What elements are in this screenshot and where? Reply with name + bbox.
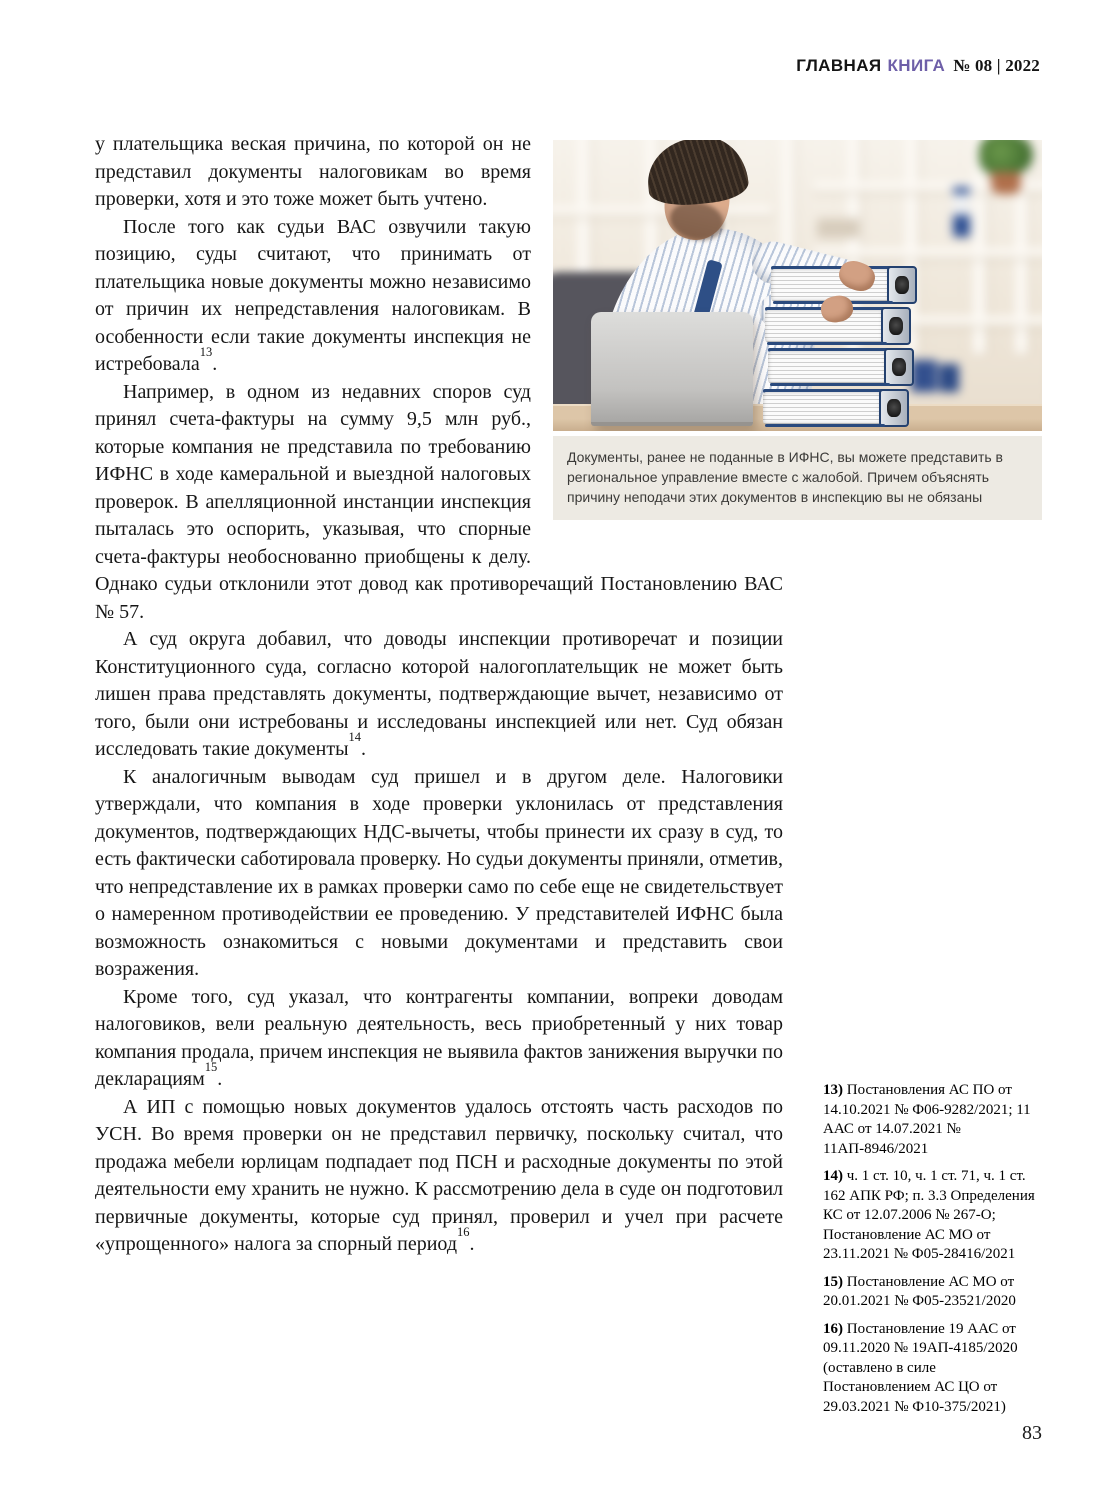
footnote: 14) ч. 1 ст. 10, ч. 1 ст. 71, ч. 1 ст. 162 АПК РФ; п. 3.3 Определения КС от 12.07.2006 № 267-О; Постановление АС МО от 23.11.2021 № Ф05-28416/2021 xyxy=(823,1168,1035,1262)
shelf-board xyxy=(813,248,1042,257)
binder-stack xyxy=(765,266,913,431)
paragraph: Кроме того, суд указал, что контрагенты компании, вопреки доводам налоговиков, вели реальную деятельность, весь приобретенный у них товар компания продала, причем инспекция не выявила фактов занижения выручки по декларациям$^{15}$. xyxy=(95,985,783,1090)
magazine-title-black: ГЛАВНАЯ xyxy=(796,56,882,75)
footnote-reference: 16 xyxy=(457,1225,470,1240)
footnote-number: 16) xyxy=(823,1320,847,1337)
footnotes-column xyxy=(823,1081,1044,1425)
magazine-title-purple: КНИГА xyxy=(887,56,946,75)
document-binder xyxy=(763,389,909,427)
document-binder xyxy=(768,348,914,386)
laptop xyxy=(591,312,753,426)
footnote-number: 14) xyxy=(823,1168,847,1184)
paragraph: К аналогичным выводам суд пришел и в другом деле. Налоговики утверждали, что компания в ходе проверки уклонилась от представления документов, подтверждающих НДС-вычеты, чтобы принести их сразу в суд, то есть фактически саботировала проверку. Но судьи документы приняли, отметив, что непредставление их в рамках проверки само по себе еще не свидетельствует о намеренном противодействии ее проведению. У представителей ИФНС была возможность ознакомиться с новыми документами и представить свои возражения. xyxy=(95,765,783,980)
footnote: 13) Постановления АС ПО от 14.10.2021 № Ф06-9282/2021; 11 ААС от 14.07.2021 № 11АП-8946/2021 xyxy=(823,1082,1031,1157)
photo-caption: Документы, ранее не поданные в ИФНС, вы можете представить в региональное управление вместе с жалобой. Причем объяснять причину неподачи этих документов в инспекцию вы не обязаны xyxy=(553,436,1042,520)
footnote-reference: 15 xyxy=(204,1060,218,1075)
footnote-number: 15) xyxy=(823,1273,847,1290)
books-on-shelf xyxy=(817,218,859,238)
paragraph: А ИП с помощью новых документов удалось отстоять часть расходов по УСН. Во время проверки он не представил первичку, поскольку считал, что продажа мебели юрлицам подпадает под ПСН и расходные документы по этой деятельности ему хранить не нужно. К рассмотрению дела в суде он подготовил первичные документы, которые суд принял, проверил и учел при расчете «упрощенного» налога за спорный период$^{16}$. xyxy=(95,1095,783,1255)
binder-pages xyxy=(768,351,886,383)
binder-clamp xyxy=(879,389,909,427)
footnote-reference: 14 xyxy=(348,730,362,745)
paragraph: После того как судьи ВАС озвучили такую позицию, суды считают, что принимать от плательщика новые документы можно независимо от причин их непредставления налоговикам. В особенности если такие документы инспекция не истребовала$^{13}$. xyxy=(95,215,531,375)
footnote-reference: 13 xyxy=(199,345,213,360)
blue-folder-on-shelf xyxy=(939,364,959,392)
paragraph: Например, в одном из недавних споров суд принял счета-фактуры на сумму 9,5 млн руб., которые компания не представила по требованию ИФНС в ходе камеральной и выездной налоговых проверок. В апелляционной инстанции инспекция пыталась это оспорить, указывая, что спорные счета-фактуры необоснованно приобщены к делу. Однако судьи отклонили этот довод как противоречащий Постановлению ВАС № 57. xyxy=(95,380,783,623)
binder-clamp xyxy=(884,348,914,386)
potted-plant-pot xyxy=(991,172,1021,194)
magazine-header xyxy=(796,56,1040,76)
binder-clamp xyxy=(887,266,917,304)
footnote-number: 13) xyxy=(823,1082,847,1098)
article-photo xyxy=(553,140,1042,431)
footnote: 16) Постановление 19 ААС от 09.11.2020 № 19АП-4185/2020 (оставлено в силе Постановлением АС ЦО от 29.03.2021 № Ф10-375/2021) xyxy=(823,1320,1018,1415)
page-number: 83 xyxy=(1022,1422,1042,1444)
paragraph: А суд округа добавил, что доводы инспекции противоречат и позиции Конституционного суда, согласно которой налогоплательщик не может быть лишен права представлять документы, подтверждающие вычет, независимо от того, были они истребованы и исследованы инспекцией или нет. Суд обязан исследовать такие документы$^{14}$. xyxy=(95,628,783,760)
shelf-board xyxy=(553,206,772,215)
paragraph: у плательщика веская причина, по которой он не представил документы налоговикам во время проверки, хотя и это тоже может быть учтено. xyxy=(95,133,531,210)
footnote: 15) Постановление АС МО от 20.01.2021 № Ф05-23521/2020 xyxy=(823,1273,1016,1309)
magazine-issue-number: № 08 | 2022 xyxy=(953,56,1040,75)
binder-clamp xyxy=(881,307,911,345)
blue-binder-on-shelf xyxy=(953,187,970,237)
blue-folder-on-shelf xyxy=(911,360,937,392)
binder-pages xyxy=(763,392,881,424)
